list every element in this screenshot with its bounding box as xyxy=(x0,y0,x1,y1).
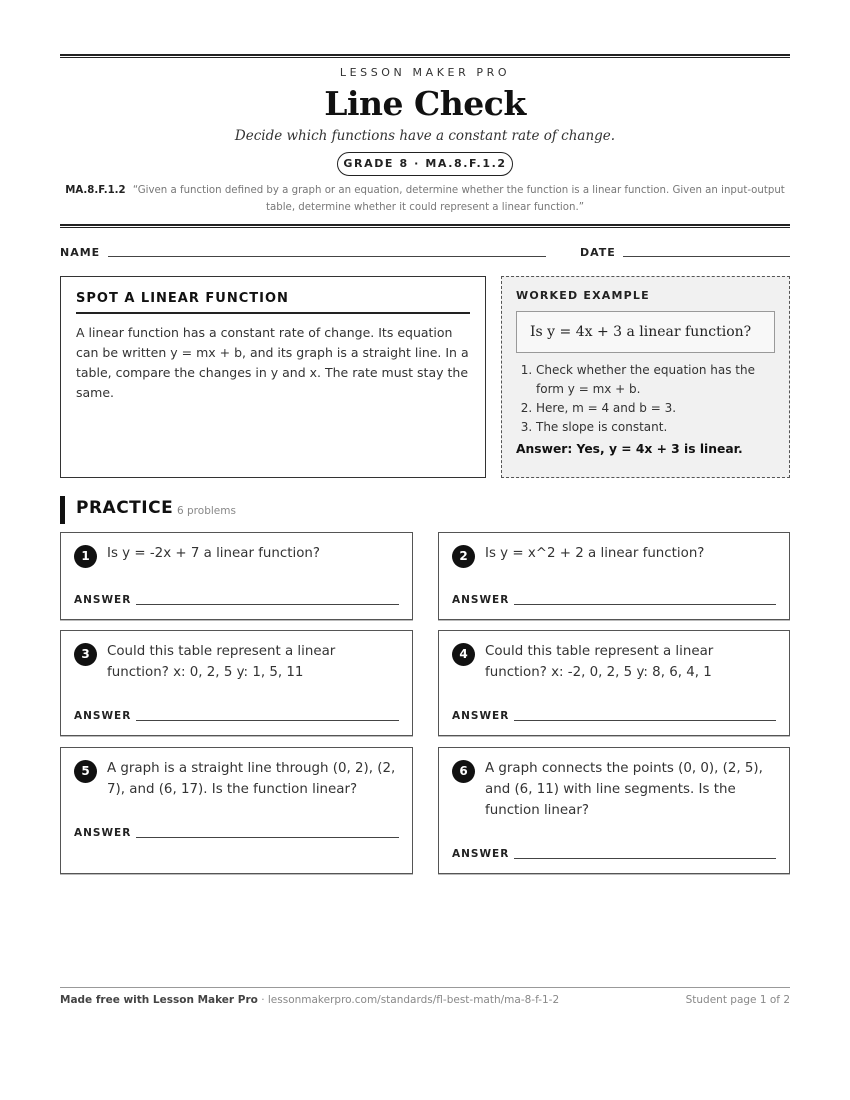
name-field[interactable] xyxy=(108,256,546,257)
answer-label: ANSWER xyxy=(74,710,132,722)
problem-card-3 xyxy=(60,630,413,736)
page-title: Line Check xyxy=(324,84,526,123)
footer-rule xyxy=(60,987,790,988)
problem-number-badge: 2 xyxy=(452,545,475,568)
problem-number-badge: 3 xyxy=(74,643,97,666)
problem-number-badge: 6 xyxy=(452,760,475,783)
problem-card-2 xyxy=(438,532,790,620)
practice-count: 6 problems xyxy=(177,505,236,517)
header-top-rule xyxy=(60,54,790,58)
problem-text: Could this table represent a linear function? x: 0, 2, 5 y: 1, 5, 11 xyxy=(107,644,336,680)
problem-text: A graph is a straight line through (0, 2), (2, 7), and (6, 17). Is the function linear? xyxy=(107,761,396,797)
practice-accent-bar xyxy=(60,496,65,524)
footer-page-number: Student page 1 of 2 xyxy=(685,994,790,1006)
problem-card-5 xyxy=(60,747,413,874)
brand-name: LESSON MAKER PRO xyxy=(339,66,511,79)
worked-example-step: 3. The slope is constant. xyxy=(536,418,775,437)
header-bottom-rule xyxy=(60,224,790,228)
date-field[interactable] xyxy=(623,256,790,257)
worksheet-page xyxy=(60,0,790,1100)
footer-url[interactable]: · lessonmakerpro.com/standards/fl-best-math/ma-8-f-1-2 xyxy=(257,994,560,1006)
standard-description xyxy=(60,182,790,216)
worked-example-steps xyxy=(516,361,775,437)
worked-example-box xyxy=(501,276,790,478)
problem-text: Could this table represent a linear function? x: -2, 0, 2, 5 y: 8, 6, 4, 1 xyxy=(485,644,714,680)
answer-label: ANSWER xyxy=(452,848,510,860)
standard-text: “Given a function defined by a graph or an equation, determine whether the function is a linear function. Given an input-output table, determine whether it could represent a linear function.” xyxy=(132,185,785,213)
problem-text: Is y = -2x + 7 a linear function? xyxy=(107,546,321,561)
answer-label: ANSWER xyxy=(74,594,132,606)
worked-example-heading: WORKED EXAMPLE xyxy=(516,289,650,302)
answer-label: ANSWER xyxy=(74,827,132,839)
footer-credit xyxy=(60,994,559,1006)
grade-badge: GRADE 8 · MA.8.F.1.2 xyxy=(337,152,513,176)
definition-heading: SPOT A LINEAR FUNCTION xyxy=(76,291,470,314)
answer-field-6[interactable] xyxy=(514,858,776,859)
worked-example-answer: Answer: Yes, y = 4x + 3 is linear. xyxy=(516,442,743,456)
problem-number-badge: 5 xyxy=(74,760,97,783)
problem-card-6 xyxy=(438,747,790,874)
answer-label: ANSWER xyxy=(452,594,510,606)
definition-box xyxy=(60,276,486,478)
problem-card-1 xyxy=(60,532,413,620)
problem-card-4 xyxy=(438,630,790,736)
answer-field-4[interactable] xyxy=(514,720,776,721)
answer-label: ANSWER xyxy=(452,710,510,722)
worked-example-step: 1. Check whether the equation has the form y = mx + b. xyxy=(536,361,775,399)
worked-example-question: Is y = 4x + 3 a linear function? xyxy=(516,311,775,353)
answer-field-1[interactable] xyxy=(136,604,399,605)
problem-text: A graph connects the points (0, 0), (2, 5), and (6, 11) with line segments. Is the function linear? xyxy=(485,761,763,818)
date-label: DATE xyxy=(580,246,616,259)
definition-body: A linear function has a constant rate of change. Its equation can be written y = mx + b, and its graph is a straight line. In a table, compare the changes in y and x. The rate must stay the same. xyxy=(76,325,469,400)
practice-title: PRACTICE xyxy=(76,498,174,518)
footer-made-with: Made free with Lesson Maker Pro xyxy=(60,994,258,1006)
problem-number-badge: 4 xyxy=(452,643,475,666)
answer-field-5[interactable] xyxy=(136,837,399,838)
answer-field-2[interactable] xyxy=(514,604,776,605)
problem-text: Is y = x^2 + 2 a linear function? xyxy=(485,546,705,561)
answer-field-3[interactable] xyxy=(136,720,399,721)
worked-example-step: 2. Here, m = 4 and b = 3. xyxy=(536,399,775,418)
problem-number-badge: 1 xyxy=(74,545,97,568)
name-label: NAME xyxy=(60,246,101,259)
standard-code: MA.8.F.1.2 xyxy=(65,185,126,196)
page-subtitle: Decide which functions have a constant rate of change. xyxy=(234,128,616,144)
